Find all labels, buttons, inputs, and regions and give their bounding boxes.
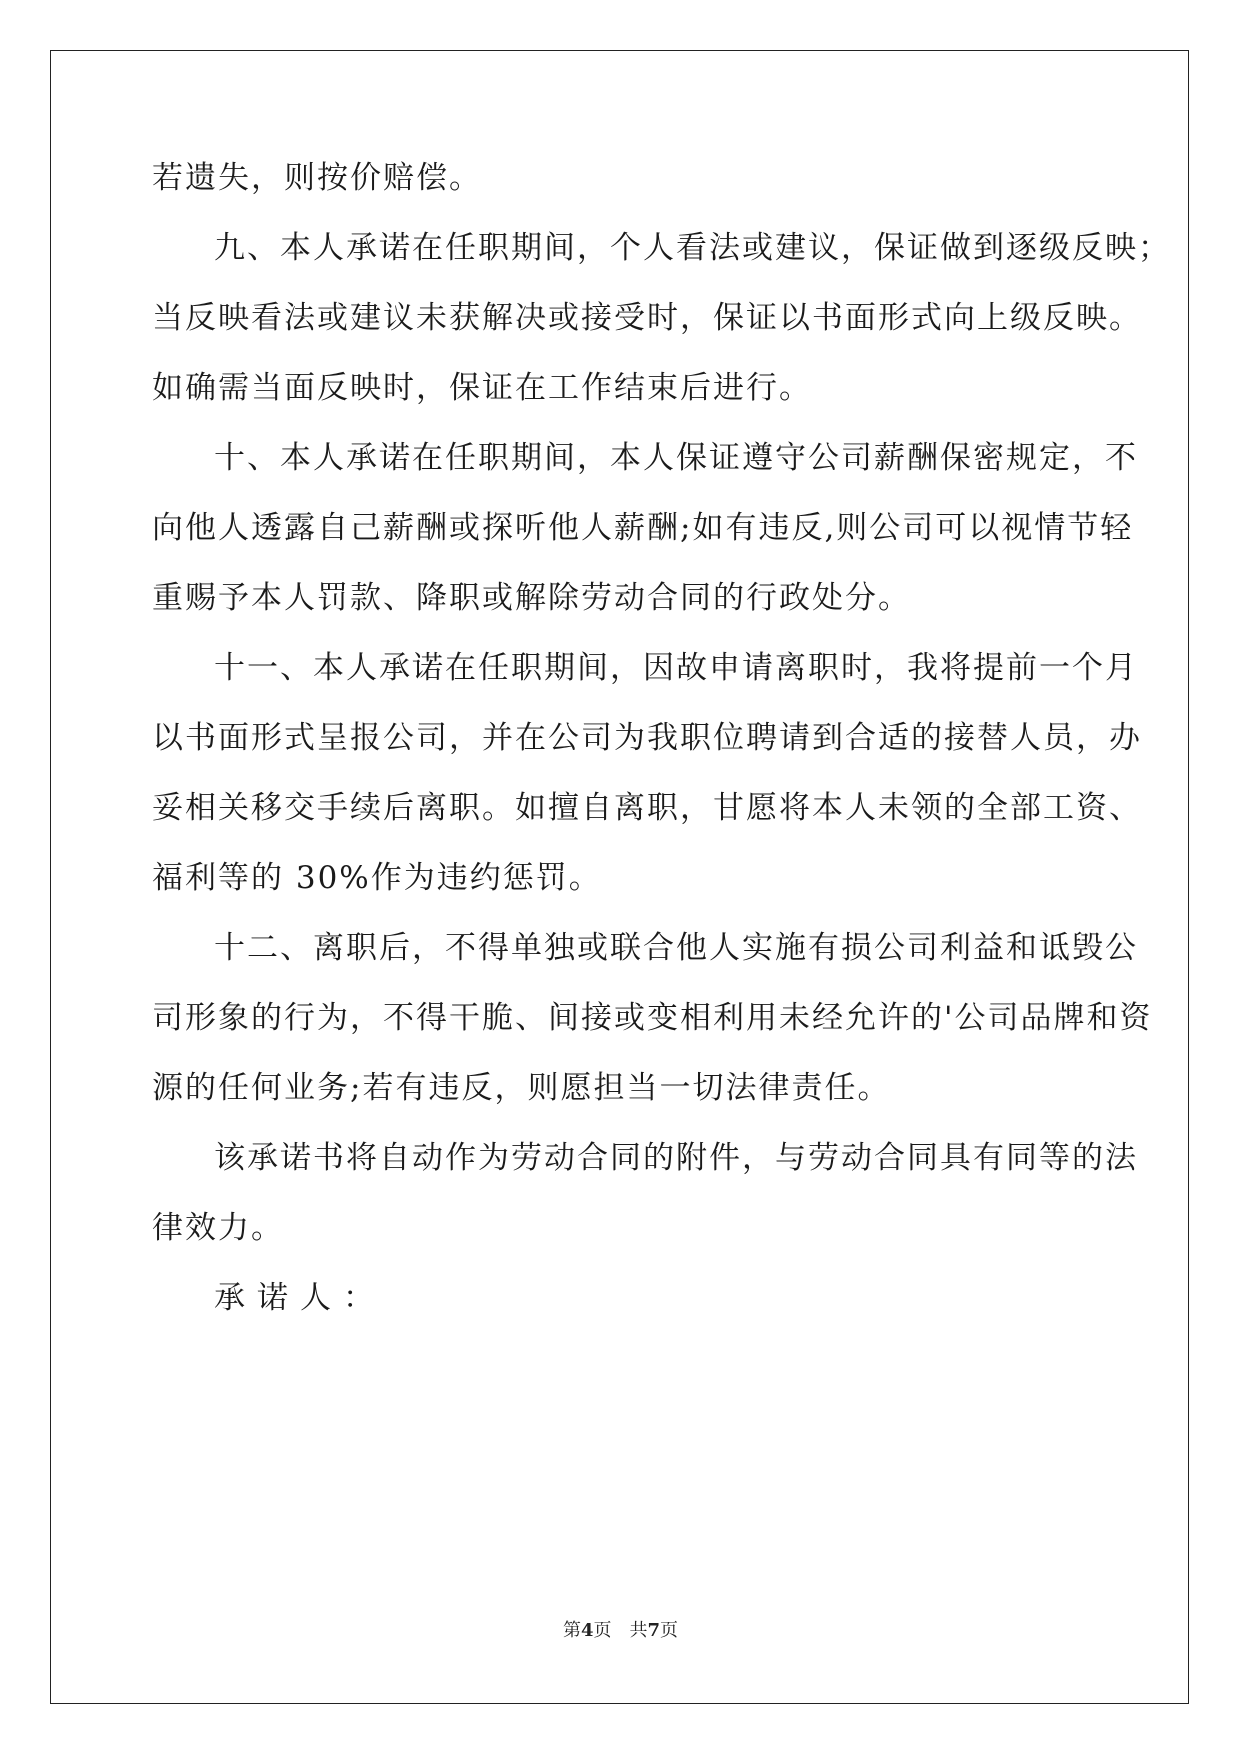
text-line: 该承诺书将自动作为劳动合同的附件，与劳动合同具有同等的法 [214, 1140, 1138, 1176]
text-line: 当反映看法或建议未获解决或接受时，保证以书面形式向上级反映。 [152, 300, 1142, 336]
text-line: 十一、本人承诺在任职期间，因故申请离职时，我将提前一个月 [214, 650, 1138, 686]
page-mid: 页 共 [593, 1620, 648, 1641]
signatory-label: 承诺人： [214, 1280, 386, 1316]
text-line: 十、本人承诺在任职期间，本人保证遵守公司薪酬保密规定，不 [214, 440, 1138, 476]
text-line: 源的任何业务;若有违反，则愿担当一切法律责任。 [152, 1070, 891, 1106]
text-line: 以书面形式呈报公司，并在公司为我职位聘请到合适的接替人员，办 [152, 720, 1142, 756]
text-line: 重赐予本人罚款、降职或解除劳动合同的行政处分。 [152, 580, 911, 616]
text-line: 九、本人承诺在任职期间，个人看法或建议，保证做到逐级反映； [214, 230, 1171, 266]
text-line: 妥相关移交手续后离职。如擅自离职，甘愿将本人未领的全部工资、 [152, 790, 1142, 826]
text-line: 向他人透露自己薪酬或探听他人薪酬;如有违反,则公司可以视情节轻 [152, 510, 1134, 546]
text-line: 律效力。 [152, 1210, 284, 1246]
page-prefix: 第 [562, 1620, 581, 1641]
text-line: 司形象的行为，不得干脆、间接或变相利用未经允许的'公司品牌和资 [152, 1000, 1153, 1036]
page-number-footer [0, 1616, 1241, 1642]
page-total: 7 [647, 1620, 661, 1641]
text-line: 如确需当面反映时，保证在工作结束后进行。 [152, 370, 812, 406]
page-current: 4 [580, 1620, 594, 1641]
text-line: 福利等的 30%作为违约惩罚。 [152, 860, 602, 896]
text-line: 若遗失，则按价赔偿。 [152, 160, 482, 196]
page-suffix: 页 [660, 1620, 679, 1641]
text-line: 十二、离职后，不得单独或联合他人实施有损公司利益和诋毁公 [214, 930, 1138, 966]
